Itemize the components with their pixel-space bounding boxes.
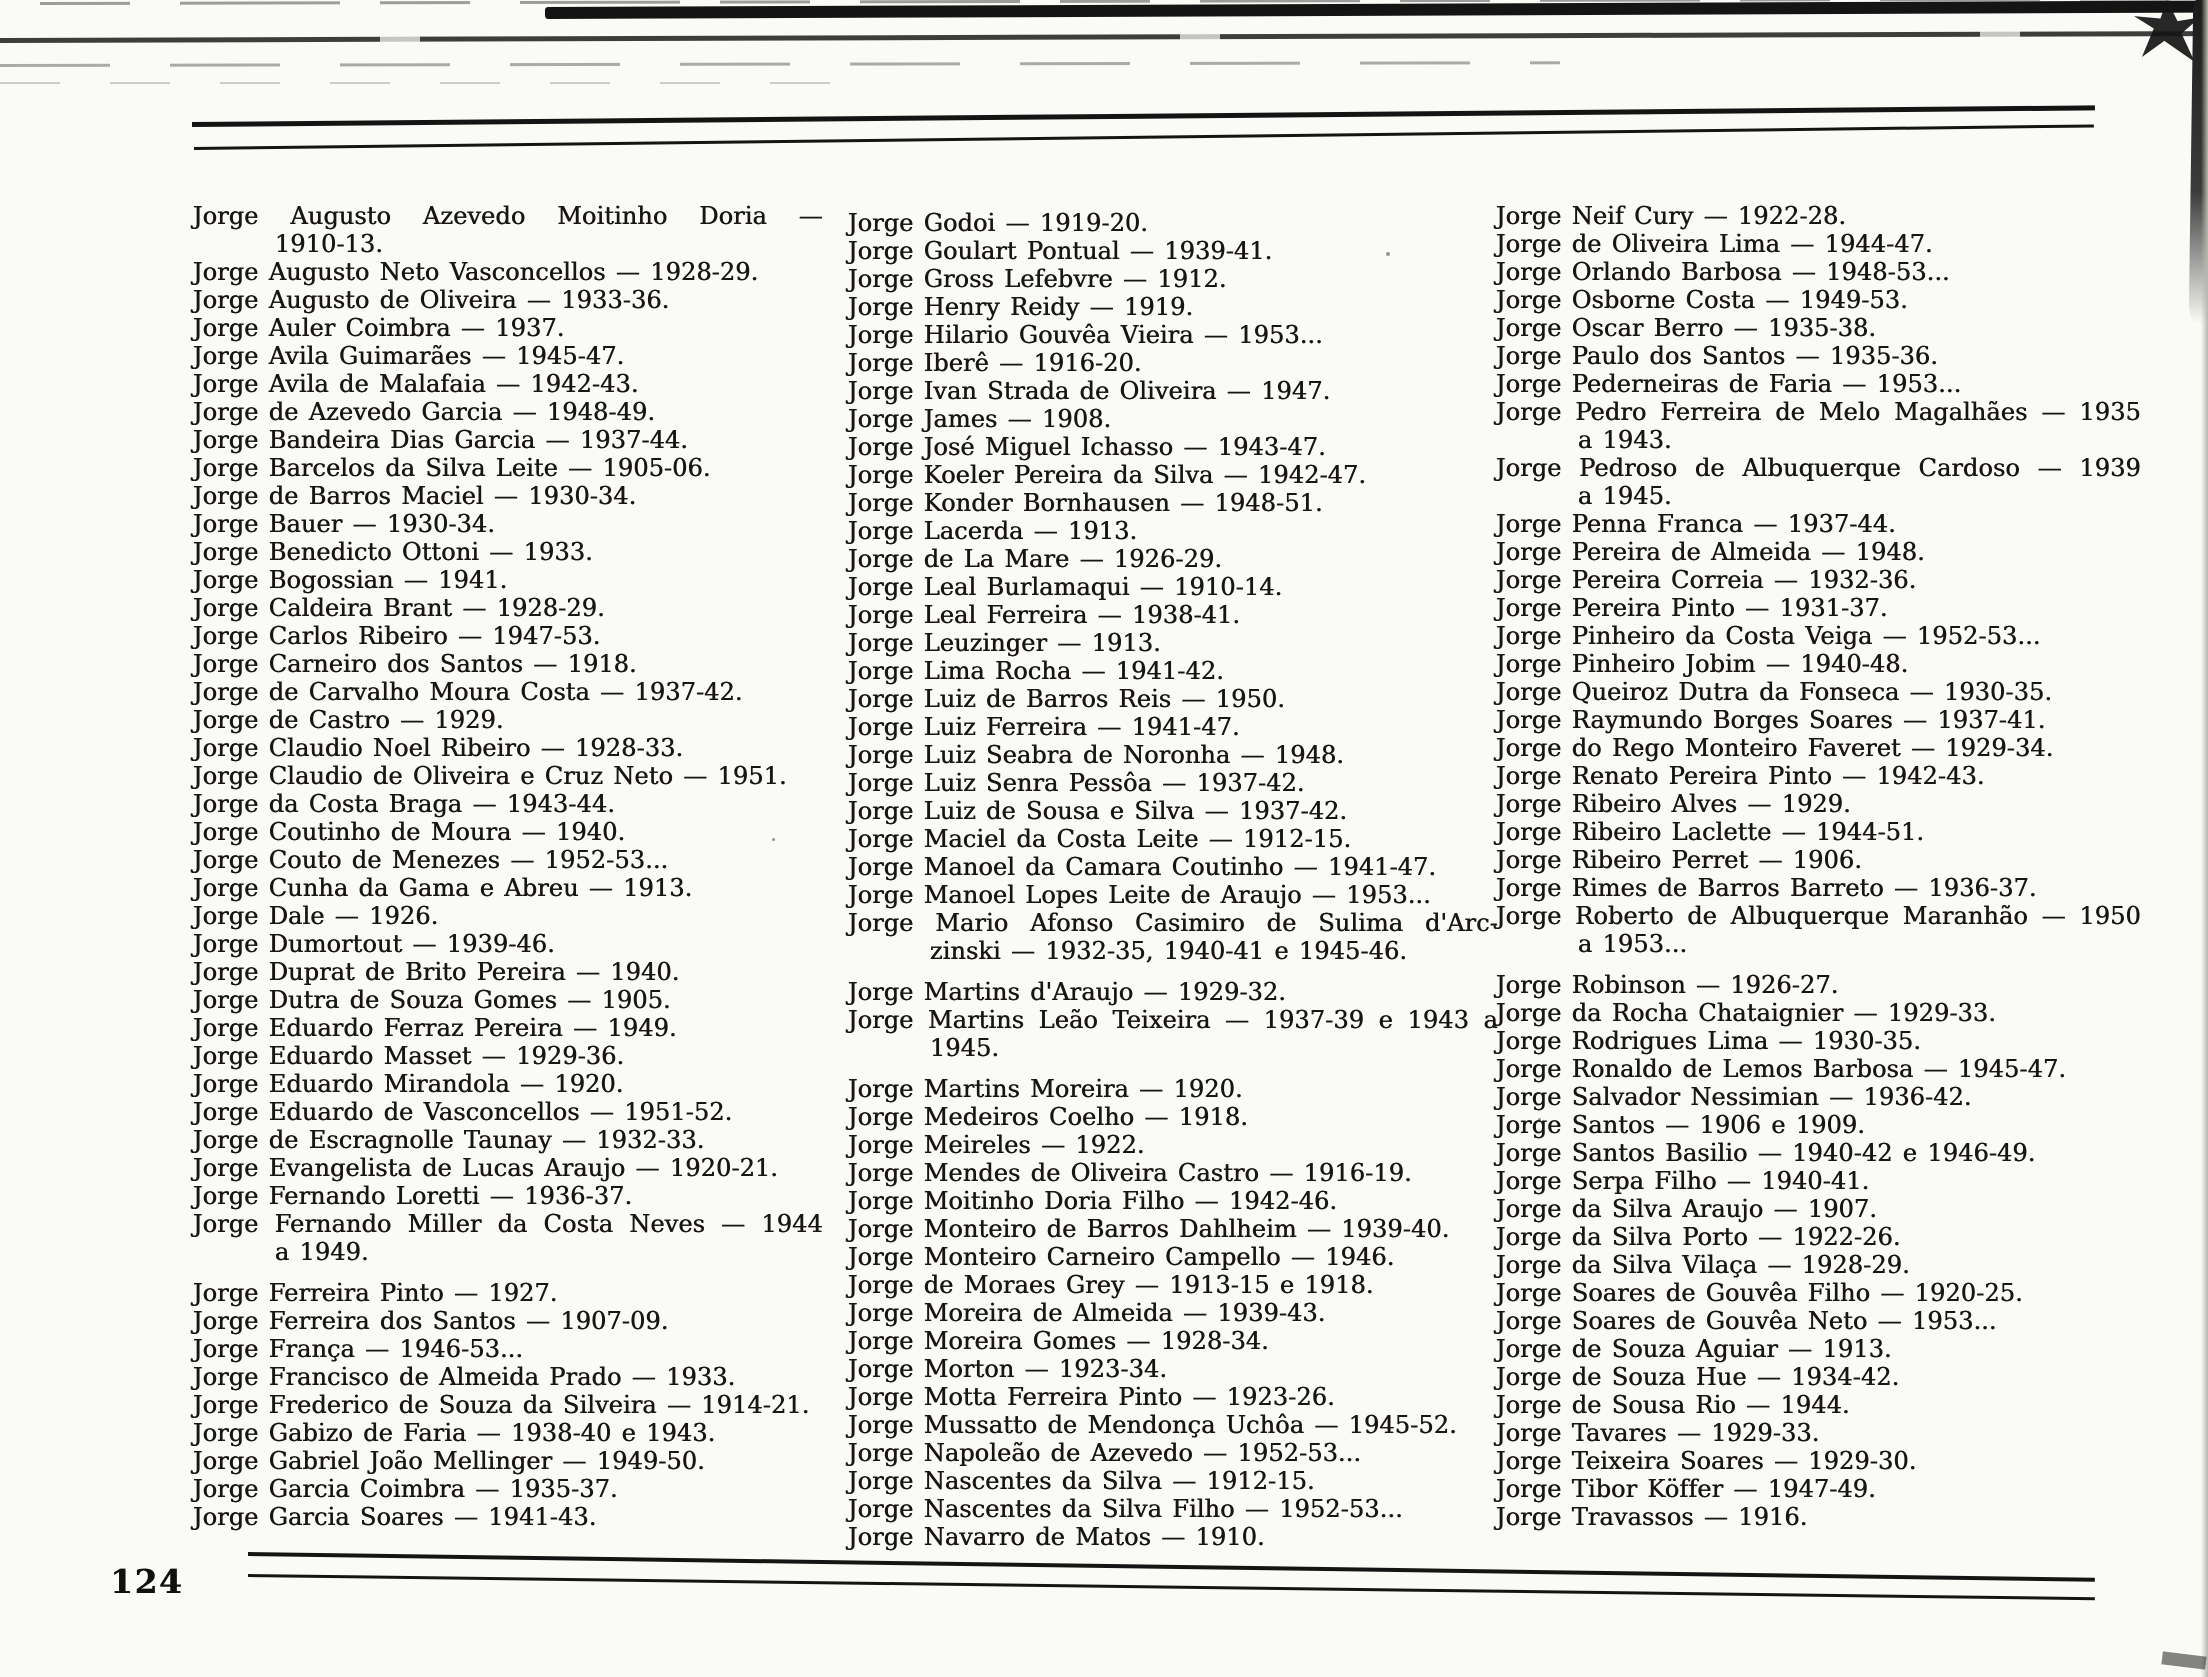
entry-continuation-line: a 1949. bbox=[275, 1238, 369, 1266]
directory-entry: Jorge Moreira de Almeida — 1939-43. bbox=[848, 1299, 1326, 1327]
entry-line: Jorge Roberto de Albuquerque Maranhão — 1950 bbox=[1496, 902, 2141, 930]
page-number: 124 bbox=[110, 1562, 184, 1601]
entry-continuation-line: zinski — 1932-35, 1940-41 e 1945-46. bbox=[930, 937, 1408, 965]
directory-entry: Jorge Maciel da Costa Leite — 1912-15. bbox=[848, 825, 1352, 853]
directory-entry: Jorge Monteiro Carneiro Campello — 1946. bbox=[848, 1243, 1395, 1271]
directory-entry: Jorge Goulart Pontual — 1939-41. bbox=[848, 237, 1273, 265]
directory-entry: Jorge Godoi — 1919-20. bbox=[848, 209, 1149, 237]
directory-entry bbox=[193, 202, 823, 258]
directory-entry: Jorge França — 1946-53... bbox=[193, 1335, 524, 1363]
directory-entry: Jorge Tibor Köffer — 1947-49. bbox=[1496, 1475, 1877, 1503]
directory-entry: Jorge Pederneiras de Faria — 1953... bbox=[1496, 370, 1962, 398]
directory-entry: Jorge Rimes de Barros Barreto — 1936-37. bbox=[1496, 874, 2037, 902]
directory-entry: Jorge de Castro — 1929. bbox=[193, 706, 504, 734]
directory-entry: Jorge Queiroz Dutra da Fonseca — 1930-35. bbox=[1496, 678, 2053, 706]
directory-entry: Jorge Napoleão de Azevedo — 1952-53... bbox=[848, 1439, 1362, 1467]
directory-entry: Jorge Moreira Gomes — 1928-34. bbox=[848, 1327, 1270, 1355]
directory-entry: Jorge Soares de Gouvêa Neto — 1953... bbox=[1496, 1307, 1997, 1335]
directory-entry: Jorge Luiz Ferreira — 1941-47. bbox=[848, 713, 1240, 741]
directory-entry: Jorge Raymundo Borges Soares — 1937-41. bbox=[1496, 706, 2046, 734]
directory-entry: Jorge Mussatto de Mendonça Uchôa — 1945-52. bbox=[848, 1411, 1457, 1439]
scan-noise-line bbox=[0, 82, 860, 84]
directory-entry: Jorge Santos Basilio — 1940-42 e 1946-49. bbox=[1496, 1139, 2036, 1167]
entry-line: Jorge Martins Leão Teixeira — 1937-39 e 1943 a bbox=[848, 1006, 1498, 1034]
directory-column-3 bbox=[1496, 202, 2141, 1531]
directory-entry: Jorge Martins Moreira — 1920. bbox=[848, 1075, 1243, 1103]
directory-entry: Jorge Leal Burlamaqui — 1910-14. bbox=[848, 573, 1283, 601]
directory-entry: Jorge Osborne Costa — 1949-53. bbox=[1496, 286, 1908, 314]
directory-entry: Jorge Augusto de Oliveira — 1933-36. bbox=[193, 286, 670, 314]
directory-entry bbox=[1496, 398, 2141, 454]
directory-entry: Jorge Eduardo de Vasconcellos — 1951-52. bbox=[193, 1098, 733, 1126]
directory-entry: Jorge Travassos — 1916. bbox=[1496, 1503, 1808, 1531]
directory-entry: Jorge Evangelista de Lucas Araujo — 1920-21. bbox=[193, 1154, 779, 1182]
directory-entry: Jorge Dale — 1926. bbox=[193, 902, 439, 930]
directory-entry: Jorge Ivan Strada de Oliveira — 1947. bbox=[848, 377, 1331, 405]
directory-entry: Jorge Oscar Berro — 1935-38. bbox=[1496, 314, 1877, 342]
directory-entry: Jorge Francisco de Almeida Prado — 1933. bbox=[193, 1363, 736, 1391]
directory-entry: Jorge Nascentes da Silva Filho — 1952-53... bbox=[848, 1495, 1403, 1523]
directory-entry: Jorge Claudio Noel Ribeiro — 1928-33. bbox=[193, 734, 684, 762]
directory-entry bbox=[1496, 902, 2141, 958]
directory-entry: Jorge James — 1908. bbox=[848, 405, 1112, 433]
directory-entry: Jorge Iberê — 1916-20. bbox=[848, 349, 1142, 377]
directory-entry: Jorge Claudio de Oliveira e Cruz Neto — 1951. bbox=[193, 762, 787, 790]
directory-entry: Jorge Meireles — 1922. bbox=[848, 1131, 1145, 1159]
directory-entry: Jorge Monteiro de Barros Dahlheim — 1939-40. bbox=[848, 1215, 1450, 1243]
directory-entry: Jorge Duprat de Brito Pereira — 1940. bbox=[193, 958, 680, 986]
directory-entry: Jorge Couto de Menezes — 1952-53... bbox=[193, 846, 669, 874]
directory-entry: Jorge Bauer — 1930-34. bbox=[193, 510, 496, 538]
directory-entry bbox=[848, 909, 1498, 965]
directory-entry: Jorge Ribeiro Laclette — 1944-51. bbox=[1496, 818, 1925, 846]
directory-column-2 bbox=[848, 209, 1498, 1551]
directory-entry: Jorge Rodrigues Lima — 1930-35. bbox=[1496, 1027, 1922, 1055]
directory-entry: Jorge Hilario Gouvêa Vieira — 1953... bbox=[848, 321, 1324, 349]
directory-entry: Jorge Manoel Lopes Leite de Araujo — 1953... bbox=[848, 881, 1432, 909]
header-rule-top bbox=[192, 105, 2095, 127]
scan-noise-line bbox=[0, 61, 1560, 67]
directory-entry: Jorge da Silva Porto — 1922-26. bbox=[1496, 1223, 1901, 1251]
directory-entry: Jorge Caldeira Brant — 1928-29. bbox=[193, 594, 605, 622]
directory-entry: Jorge Leuzinger — 1913. bbox=[848, 629, 1161, 657]
directory-entry: Jorge Navarro de Matos — 1910. bbox=[848, 1523, 1265, 1551]
entry-line: Jorge Pedro Ferreira de Melo Magalhães — 1935 bbox=[1496, 398, 2141, 426]
directory-entry: Jorge Avila Guimarães — 1945-47. bbox=[193, 342, 625, 370]
directory-entry: Jorge de La Mare — 1926-29. bbox=[848, 545, 1223, 573]
directory-entry: Jorge Coutinho de Moura — 1940. bbox=[193, 818, 626, 846]
directory-entry: Jorge Leal Ferreira — 1938-41. bbox=[848, 601, 1241, 629]
directory-entry: Jorge de Moraes Grey — 1913-15 e 1918. bbox=[848, 1271, 1374, 1299]
directory-entry: Jorge Martins d'Araujo — 1929-32. bbox=[848, 978, 1287, 1006]
directory-entry: Jorge Frederico de Souza da Silveira — 1914-21. bbox=[193, 1391, 810, 1419]
directory-entry: Jorge Luiz Seabra de Noronha — 1948. bbox=[848, 741, 1345, 769]
directory-entry: Jorge Konder Bornhausen — 1948-51. bbox=[848, 489, 1323, 517]
directory-entry: Jorge Garcia Coimbra — 1935-37. bbox=[193, 1475, 618, 1503]
directory-entry: Jorge Pereira de Almeida — 1948. bbox=[1496, 538, 1925, 566]
directory-entry: Jorge Motta Ferreira Pinto — 1923-26. bbox=[848, 1383, 1335, 1411]
directory-entry: Jorge Gross Lefebvre — 1912. bbox=[848, 265, 1227, 293]
directory-entry bbox=[848, 1006, 1498, 1062]
directory-entry: Jorge Robinson — 1926-27. bbox=[1496, 971, 1839, 999]
directory-entry: Jorge Bandeira Dias Garcia — 1937-44. bbox=[193, 426, 689, 454]
directory-entry: Jorge Ribeiro Alves — 1929. bbox=[1496, 790, 1852, 818]
directory-entry: Jorge Paulo dos Santos — 1935-36. bbox=[1496, 342, 1939, 370]
directory-entry: Jorge de Souza Hue — 1934-42. bbox=[1496, 1363, 1900, 1391]
scan-corner-mark bbox=[2161, 1651, 2206, 1669]
entry-line: Jorge Mario Afonso Casimiro de Sulima d'Arc- bbox=[848, 909, 1498, 937]
directory-entry: Jorge Carlos Ribeiro — 1947-53. bbox=[193, 622, 601, 650]
directory-entry: Jorge Lacerda — 1913. bbox=[848, 517, 1138, 545]
directory-entry: Jorge Barcelos da Silva Leite — 1905-06. bbox=[193, 454, 711, 482]
directory-entry: Jorge Fernando Loretti — 1936-37. bbox=[193, 1182, 633, 1210]
directory-entry: Jorge de Barros Maciel — 1930-34. bbox=[193, 482, 637, 510]
directory-entry: Jorge Pinheiro Jobim — 1940-48. bbox=[1496, 650, 1909, 678]
directory-entry: Jorge Eduardo Ferraz Pereira — 1949. bbox=[193, 1014, 677, 1042]
header-rule-bottom bbox=[194, 124, 2094, 150]
directory-entry: Jorge Medeiros Coelho — 1918. bbox=[848, 1103, 1249, 1131]
entry-line: Jorge Augusto Azevedo Moitinho Doria — bbox=[193, 202, 823, 230]
directory-entry: Jorge Garcia Soares — 1941-43. bbox=[193, 1503, 597, 1531]
directory-entry: Jorge Salvador Nessimian — 1936-42. bbox=[1496, 1083, 1972, 1111]
directory-entry: Jorge da Costa Braga — 1943-44. bbox=[193, 790, 616, 818]
directory-entry: Jorge Santos — 1906 e 1909. bbox=[1496, 1111, 1866, 1139]
directory-entry: Jorge Dumortout — 1939-46. bbox=[193, 930, 556, 958]
entry-continuation-line: a 1943. bbox=[1578, 426, 1672, 454]
directory-entry: Jorge de Sousa Rio — 1944. bbox=[1496, 1391, 1850, 1419]
directory-entry: Jorge Soares de Gouvêa Filho — 1920-25. bbox=[1496, 1279, 2023, 1307]
directory-entry: Jorge Manoel da Camara Coutinho — 1941-47. bbox=[848, 853, 1437, 881]
directory-entry: Jorge Pereira Correia — 1932-36. bbox=[1496, 566, 1917, 594]
directory-column-1 bbox=[193, 202, 823, 1531]
directory-entry: Jorge Serpa Filho — 1940-41. bbox=[1496, 1167, 1870, 1195]
entry-continuation-line: a 1945. bbox=[1578, 482, 1672, 510]
directory-entry: Jorge Morton — 1923-34. bbox=[848, 1355, 1168, 1383]
directory-entry: Jorge Ribeiro Perret — 1906. bbox=[1496, 846, 1863, 874]
entry-continuation-line: a 1953... bbox=[1578, 930, 1688, 958]
directory-entry: Jorge Cunha da Gama e Abreu — 1913. bbox=[193, 874, 693, 902]
directory-entry: Jorge Carneiro dos Santos — 1918. bbox=[193, 650, 637, 678]
entry-line: Jorge Pedroso de Albuquerque Cardoso — 1939 bbox=[1496, 454, 2141, 482]
directory-entry: Jorge Lima Rocha — 1941-42. bbox=[848, 657, 1225, 685]
directory-entry: Jorge Luiz de Barros Reis — 1950. bbox=[848, 685, 1286, 713]
directory-entry: Jorge Eduardo Mirandola — 1920. bbox=[193, 1070, 624, 1098]
directory-entry: Jorge Gabizo de Faria — 1938-40 e 1943. bbox=[193, 1419, 716, 1447]
directory-entry: Jorge Moitinho Doria Filho — 1942-46. bbox=[848, 1187, 1338, 1215]
directory-entry: Jorge Renato Pereira Pinto — 1942-43. bbox=[1496, 762, 1985, 790]
directory-entry: Jorge Eduardo Masset — 1929-36. bbox=[193, 1042, 625, 1070]
directory-entry: Jorge Nascentes da Silva — 1912-15. bbox=[848, 1467, 1315, 1495]
directory-entry bbox=[1496, 454, 2141, 510]
directory-entry: Jorge Neif Cury — 1922-28. bbox=[1496, 202, 1847, 230]
directory-entry: Jorge de Carvalho Moura Costa — 1937-42. bbox=[193, 678, 743, 706]
directory-entry: Jorge Pereira Pinto — 1931-37. bbox=[1496, 594, 1888, 622]
directory-entry: Jorge Benedicto Ottoni — 1933. bbox=[193, 538, 593, 566]
directory-entry: Jorge de Oliveira Lima — 1944-47. bbox=[1496, 230, 1933, 258]
directory-entry: Jorge da Silva Vilaça — 1928-29. bbox=[1496, 1251, 1910, 1279]
directory-entry: Jorge da Silva Araujo — 1907. bbox=[1496, 1195, 1878, 1223]
directory-entry: Jorge de Escragnolle Taunay — 1932-33. bbox=[193, 1126, 705, 1154]
directory-entry: Jorge Luiz Senra Pessôa — 1937-42. bbox=[848, 769, 1305, 797]
entry-line: Jorge Fernando Miller da Costa Neves — 1944 bbox=[193, 1210, 823, 1238]
directory-entry: Jorge Orlando Barbosa — 1948-53... bbox=[1496, 258, 1950, 286]
directory-entry: Jorge Tavares — 1929-33. bbox=[1496, 1419, 1820, 1447]
directory-entry: Jorge Penna Franca — 1937-44. bbox=[1496, 510, 1897, 538]
directory-entry: Jorge Henry Reidy — 1919. bbox=[848, 293, 1194, 321]
entry-continuation-line: 1945. bbox=[930, 1034, 1000, 1062]
entry-continuation-line: 1910-13. bbox=[275, 230, 384, 258]
directory-entry: Jorge Auler Coimbra — 1937. bbox=[193, 314, 565, 342]
directory-entry: Jorge Koeler Pereira da Silva — 1942-47. bbox=[848, 461, 1367, 489]
directory-entry: Jorge do Rego Monteiro Faveret — 1929-34. bbox=[1496, 734, 2054, 762]
directory-entry: Jorge Bogossian — 1941. bbox=[193, 566, 508, 594]
directory-entry: Jorge Mendes de Oliveira Castro — 1916-19. bbox=[848, 1159, 1412, 1187]
directory-entry: Jorge de Azevedo Garcia — 1948-49. bbox=[193, 398, 656, 426]
directory-entry: Jorge Luiz de Sousa e Silva — 1937-42. bbox=[848, 797, 1348, 825]
directory-entry: Jorge José Miguel Ichasso — 1943-47. bbox=[848, 433, 1327, 461]
directory-entry: Jorge Avila de Malafaia — 1942-43. bbox=[193, 370, 639, 398]
directory-entry: Jorge Ferreira Pinto — 1927. bbox=[193, 1279, 558, 1307]
directory-entry: Jorge Dutra de Souza Gomes — 1905. bbox=[193, 986, 671, 1014]
directory-entry: Jorge Pinheiro da Costa Veiga — 1952-53... bbox=[1496, 622, 2041, 650]
directory-entry bbox=[193, 1210, 823, 1266]
directory-entry: Jorge Teixeira Soares — 1929-30. bbox=[1496, 1447, 1917, 1475]
directory-entry: Jorge Ferreira dos Santos — 1907-09. bbox=[193, 1307, 669, 1335]
directory-entry: Jorge de Souza Aguiar — 1913. bbox=[1496, 1335, 1892, 1363]
directory-entry: Jorge Augusto Neto Vasconcellos — 1928-29. bbox=[193, 258, 759, 286]
directory-entry: Jorge da Rocha Chataignier — 1929-33. bbox=[1496, 999, 1997, 1027]
page-edge-shade bbox=[2201, 0, 2208, 1677]
directory-entry: Jorge Gabriel João Mellinger — 1949-50. bbox=[193, 1447, 706, 1475]
directory-entry: Jorge Ronaldo de Lemos Barbosa — 1945-47. bbox=[1496, 1055, 2067, 1083]
scan-noise-line bbox=[0, 31, 2208, 43]
